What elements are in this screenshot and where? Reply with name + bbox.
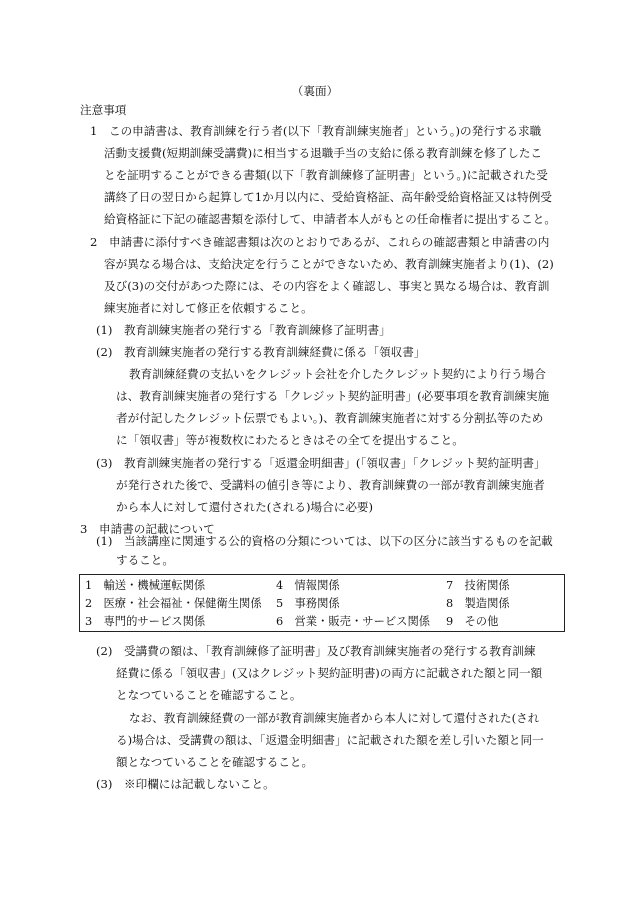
text-line: 者が付記したクレジット伝票でもよい。)、教育訓練実施者に対する分割払等のため (116, 411, 544, 425)
text-line: (1) 当該講座に関連する公的資格の分類については、以下の区分に該当するものを記載 (96, 534, 553, 548)
text-line: から本人に対して還付された(される)場合に必要) (116, 500, 374, 514)
page-heading: （裏面） (291, 84, 339, 98)
table-cell: 9 その他 (446, 615, 499, 628)
table-cell: 8 製造関係 (446, 597, 510, 610)
text-line: 3 申請書の記載について (80, 522, 215, 536)
text-line: (2) 教育訓練実施者の発行する教育訓練経費に係る「領収書」 (96, 345, 426, 359)
table-cell: 2 医療・社会福祉・保健衛生関係 (85, 597, 262, 610)
text-line: (3) ※印欄には記載しないこと。 (96, 777, 275, 791)
text-line: (1) 教育訓練実施者の発行する「教育訓練修了証明書」 (96, 323, 391, 337)
text-line: る)場合は、受講費の額は、「返還金明細書」に記載された額を差し引いた額と同一 (116, 733, 544, 747)
table-cell: 5 事務関係 (276, 597, 340, 610)
text-line: となつていることを確認すること。 (116, 688, 302, 702)
text-line: 額となつていることを確認すること。 (116, 755, 314, 769)
text-line: 1 この申請書は、教育訓練を行う者(以下「教育訓練実施者」という。)の発行する求職 (90, 124, 542, 138)
text-line: 練実施者に対して修正を依頼すること。 (104, 301, 313, 315)
text-line: 及び(3)の交付があつた際には、その内容をよく確認し、事実と異なる場合は、教育訓 (104, 279, 550, 293)
text-line: は、教育訓練実施者の発行する「クレジット契約証明書」(必要事項を教育訓練実施 (116, 389, 550, 403)
text-line: 経費に係る「領収書」(又はクレジット契約証明書)の両方に記載された額と同一額 (116, 666, 543, 680)
text-line: (2) 受講費の額は、「教育訓練修了証明書」及び教育訓練実施者の発行する教育訓練 (96, 644, 536, 658)
text-line: に「領収書」等が複数枚にわたるときはその全てを提出すること。 (116, 433, 464, 447)
text-line: 教育訓練経費の支払いをクレジット会社を介したクレジット契約により行う場合 (129, 367, 546, 381)
table-cell: 4 情報関係 (276, 579, 340, 592)
text-line: 給資格証に下記の確認書類を添付して、申請者本人がもとの任命権者に提出すること。 (104, 212, 556, 226)
qualification-category-table (79, 574, 565, 632)
text-line: 講終了日の翌日から起算して1か月以内に、受給資格証、高年齢受給資格証又は特例受 (104, 190, 552, 204)
table-cell: 1 輸送・機械運転関係 (85, 579, 206, 592)
table-cell: 6 営業・販売・サービス関係 (276, 615, 431, 628)
table-cell: 7 技術関係 (446, 579, 510, 592)
text-line: が発行された後で、受講料の値引き等により、教育訓練費の一部が教育訓練実施者 (116, 478, 545, 492)
text-line: 活動支援費(短期訓練受講費)に相当する退職手当の支給に係る教育訓練を修了したこ (104, 146, 543, 160)
text-line: なお、教育訓練経費の一部が教育訓練実施者から本人に対して還付された(され (129, 711, 540, 725)
text-line: 2 申請書に添付すべき確認書類は次のとおりであるが、これらの確認書類と申請書の内 (90, 235, 550, 249)
text-line: (3) 教育訓練実施者の発行する「返還金明細書」(「領収書」「クレジット契約証明書」 (96, 456, 546, 470)
table-cell: 3 専門的サービス関係 (85, 615, 206, 628)
text-line: すること。 (116, 553, 174, 567)
section-title: 注意事項 (80, 103, 127, 117)
text-line: 容が異なる場合は、支給決定を行うことができないため、教育訓練実施者より(1)、(2) (104, 257, 554, 271)
text-line: とを証明することができる書類(以下「教育訓練修了証明書」という。)に記載された受 (104, 168, 548, 182)
